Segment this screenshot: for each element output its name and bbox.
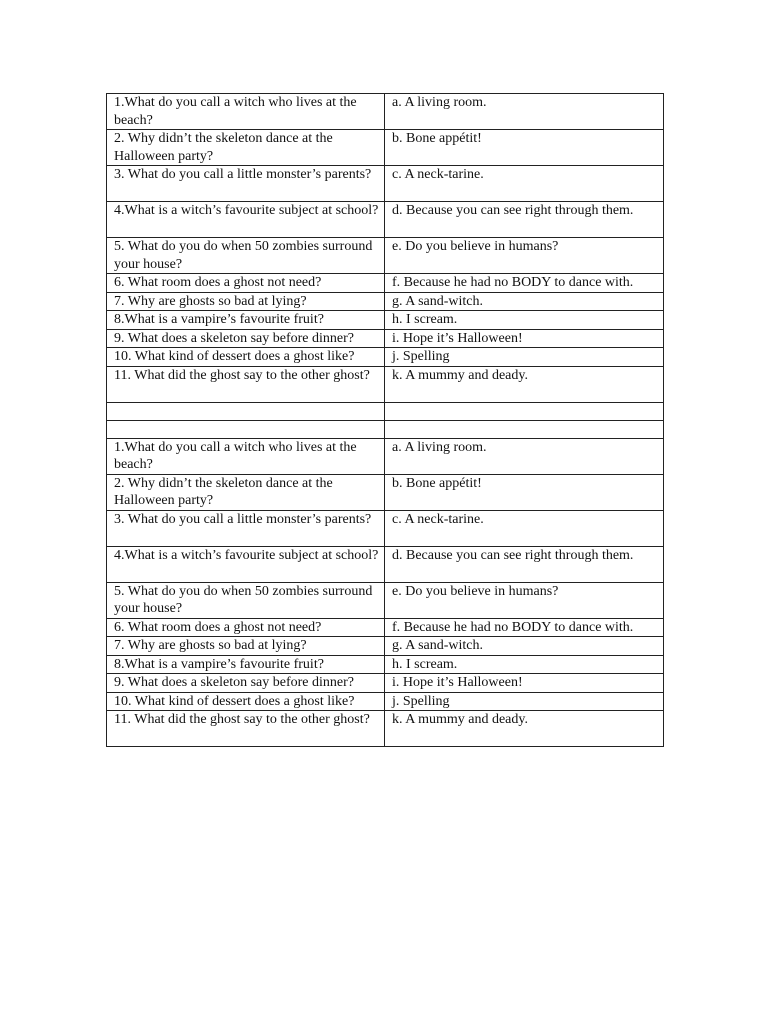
question-cell xyxy=(107,420,385,438)
question-cell: 1.What do you call a witch who lives at the beach? xyxy=(107,94,385,130)
question-cell: 9. What does a skeleton say before dinner? xyxy=(107,329,385,348)
blank-row xyxy=(107,420,664,438)
answer-cell: c. A neck-tarine. xyxy=(385,166,664,202)
question-cell: 6. What room does a ghost not need? xyxy=(107,618,385,637)
question-cell: 3. What do you call a little monster’s parents? xyxy=(107,166,385,202)
answer-cell: g. A sand-witch. xyxy=(385,292,664,311)
answer-cell xyxy=(385,420,664,438)
table-row xyxy=(107,711,664,747)
table-row xyxy=(107,637,664,656)
table-row xyxy=(107,292,664,311)
table-row xyxy=(107,238,664,274)
answer-cell: f. Because he had no BODY to dance with. xyxy=(385,274,664,293)
question-cell: 3. What do you call a little monster’s parents? xyxy=(107,510,385,546)
answer-cell: i. Hope it’s Halloween! xyxy=(385,674,664,693)
answer-cell: e. Do you believe in humans? xyxy=(385,238,664,274)
answer-cell: b. Bone appétit! xyxy=(385,130,664,166)
table-row xyxy=(107,474,664,510)
question-cell: 2. Why didn’t the skeleton dance at the Halloween party? xyxy=(107,474,385,510)
answer-cell: a. A living room. xyxy=(385,438,664,474)
question-cell: 1.What do you call a witch who lives at the beach? xyxy=(107,438,385,474)
question-cell: 10. What kind of dessert does a ghost like? xyxy=(107,692,385,711)
answer-cell: f. Because he had no BODY to dance with. xyxy=(385,618,664,637)
answer-cell: e. Do you believe in humans? xyxy=(385,582,664,618)
answer-cell: k. A mummy and deady. xyxy=(385,366,664,402)
table-row xyxy=(107,130,664,166)
question-cell: 11. What did the ghost say to the other ghost? xyxy=(107,711,385,747)
question-cell: 9. What does a skeleton say before dinner? xyxy=(107,674,385,693)
answer-cell: i. Hope it’s Halloween! xyxy=(385,329,664,348)
answer-cell: g. A sand-witch. xyxy=(385,637,664,656)
question-cell: 4.What is a witch’s favourite subject at school? xyxy=(107,202,385,238)
question-cell: 11. What did the ghost say to the other ghost? xyxy=(107,366,385,402)
question-cell: 4.What is a witch’s favourite subject at school? xyxy=(107,546,385,582)
question-cell: 7. Why are ghosts so bad at lying? xyxy=(107,637,385,656)
table-row xyxy=(107,329,664,348)
question-cell: 6. What room does a ghost not need? xyxy=(107,274,385,293)
answer-cell: a. A living room. xyxy=(385,94,664,130)
question-cell: 8.What is a vampire’s favourite fruit? xyxy=(107,311,385,330)
table-row xyxy=(107,438,664,474)
question-cell: 7. Why are ghosts so bad at lying? xyxy=(107,292,385,311)
question-cell: 2. Why didn’t the skeleton dance at the Halloween party? xyxy=(107,130,385,166)
answer-cell: j. Spelling xyxy=(385,692,664,711)
table-row xyxy=(107,166,664,202)
table-row xyxy=(107,655,664,674)
table-row xyxy=(107,94,664,130)
question-cell: 5. What do you do when 50 zombies surround your house? xyxy=(107,582,385,618)
table-row xyxy=(107,202,664,238)
halloween-jokes-matching-table xyxy=(106,93,664,747)
answer-cell: b. Bone appétit! xyxy=(385,474,664,510)
answer-cell: h. I scream. xyxy=(385,311,664,330)
answer-cell: c. A neck-tarine. xyxy=(385,510,664,546)
question-cell: 8.What is a vampire’s favourite fruit? xyxy=(107,655,385,674)
table-row xyxy=(107,510,664,546)
answer-cell: d. Because you can see right through them. xyxy=(385,546,664,582)
answer-cell: h. I scream. xyxy=(385,655,664,674)
table-row xyxy=(107,692,664,711)
question-cell: 5. What do you do when 50 zombies surround your house? xyxy=(107,238,385,274)
table-row xyxy=(107,618,664,637)
answer-cell: k. A mummy and deady. xyxy=(385,711,664,747)
blank-row xyxy=(107,402,664,420)
table-row xyxy=(107,546,664,582)
table-row xyxy=(107,674,664,693)
answer-cell xyxy=(385,402,664,420)
question-cell: 10. What kind of dessert does a ghost like? xyxy=(107,348,385,367)
answer-cell: d. Because you can see right through them. xyxy=(385,202,664,238)
question-cell xyxy=(107,402,385,420)
table-row xyxy=(107,311,664,330)
table-row xyxy=(107,348,664,367)
table-row xyxy=(107,366,664,402)
answer-cell: j. Spelling xyxy=(385,348,664,367)
table-row xyxy=(107,274,664,293)
table-row xyxy=(107,582,664,618)
